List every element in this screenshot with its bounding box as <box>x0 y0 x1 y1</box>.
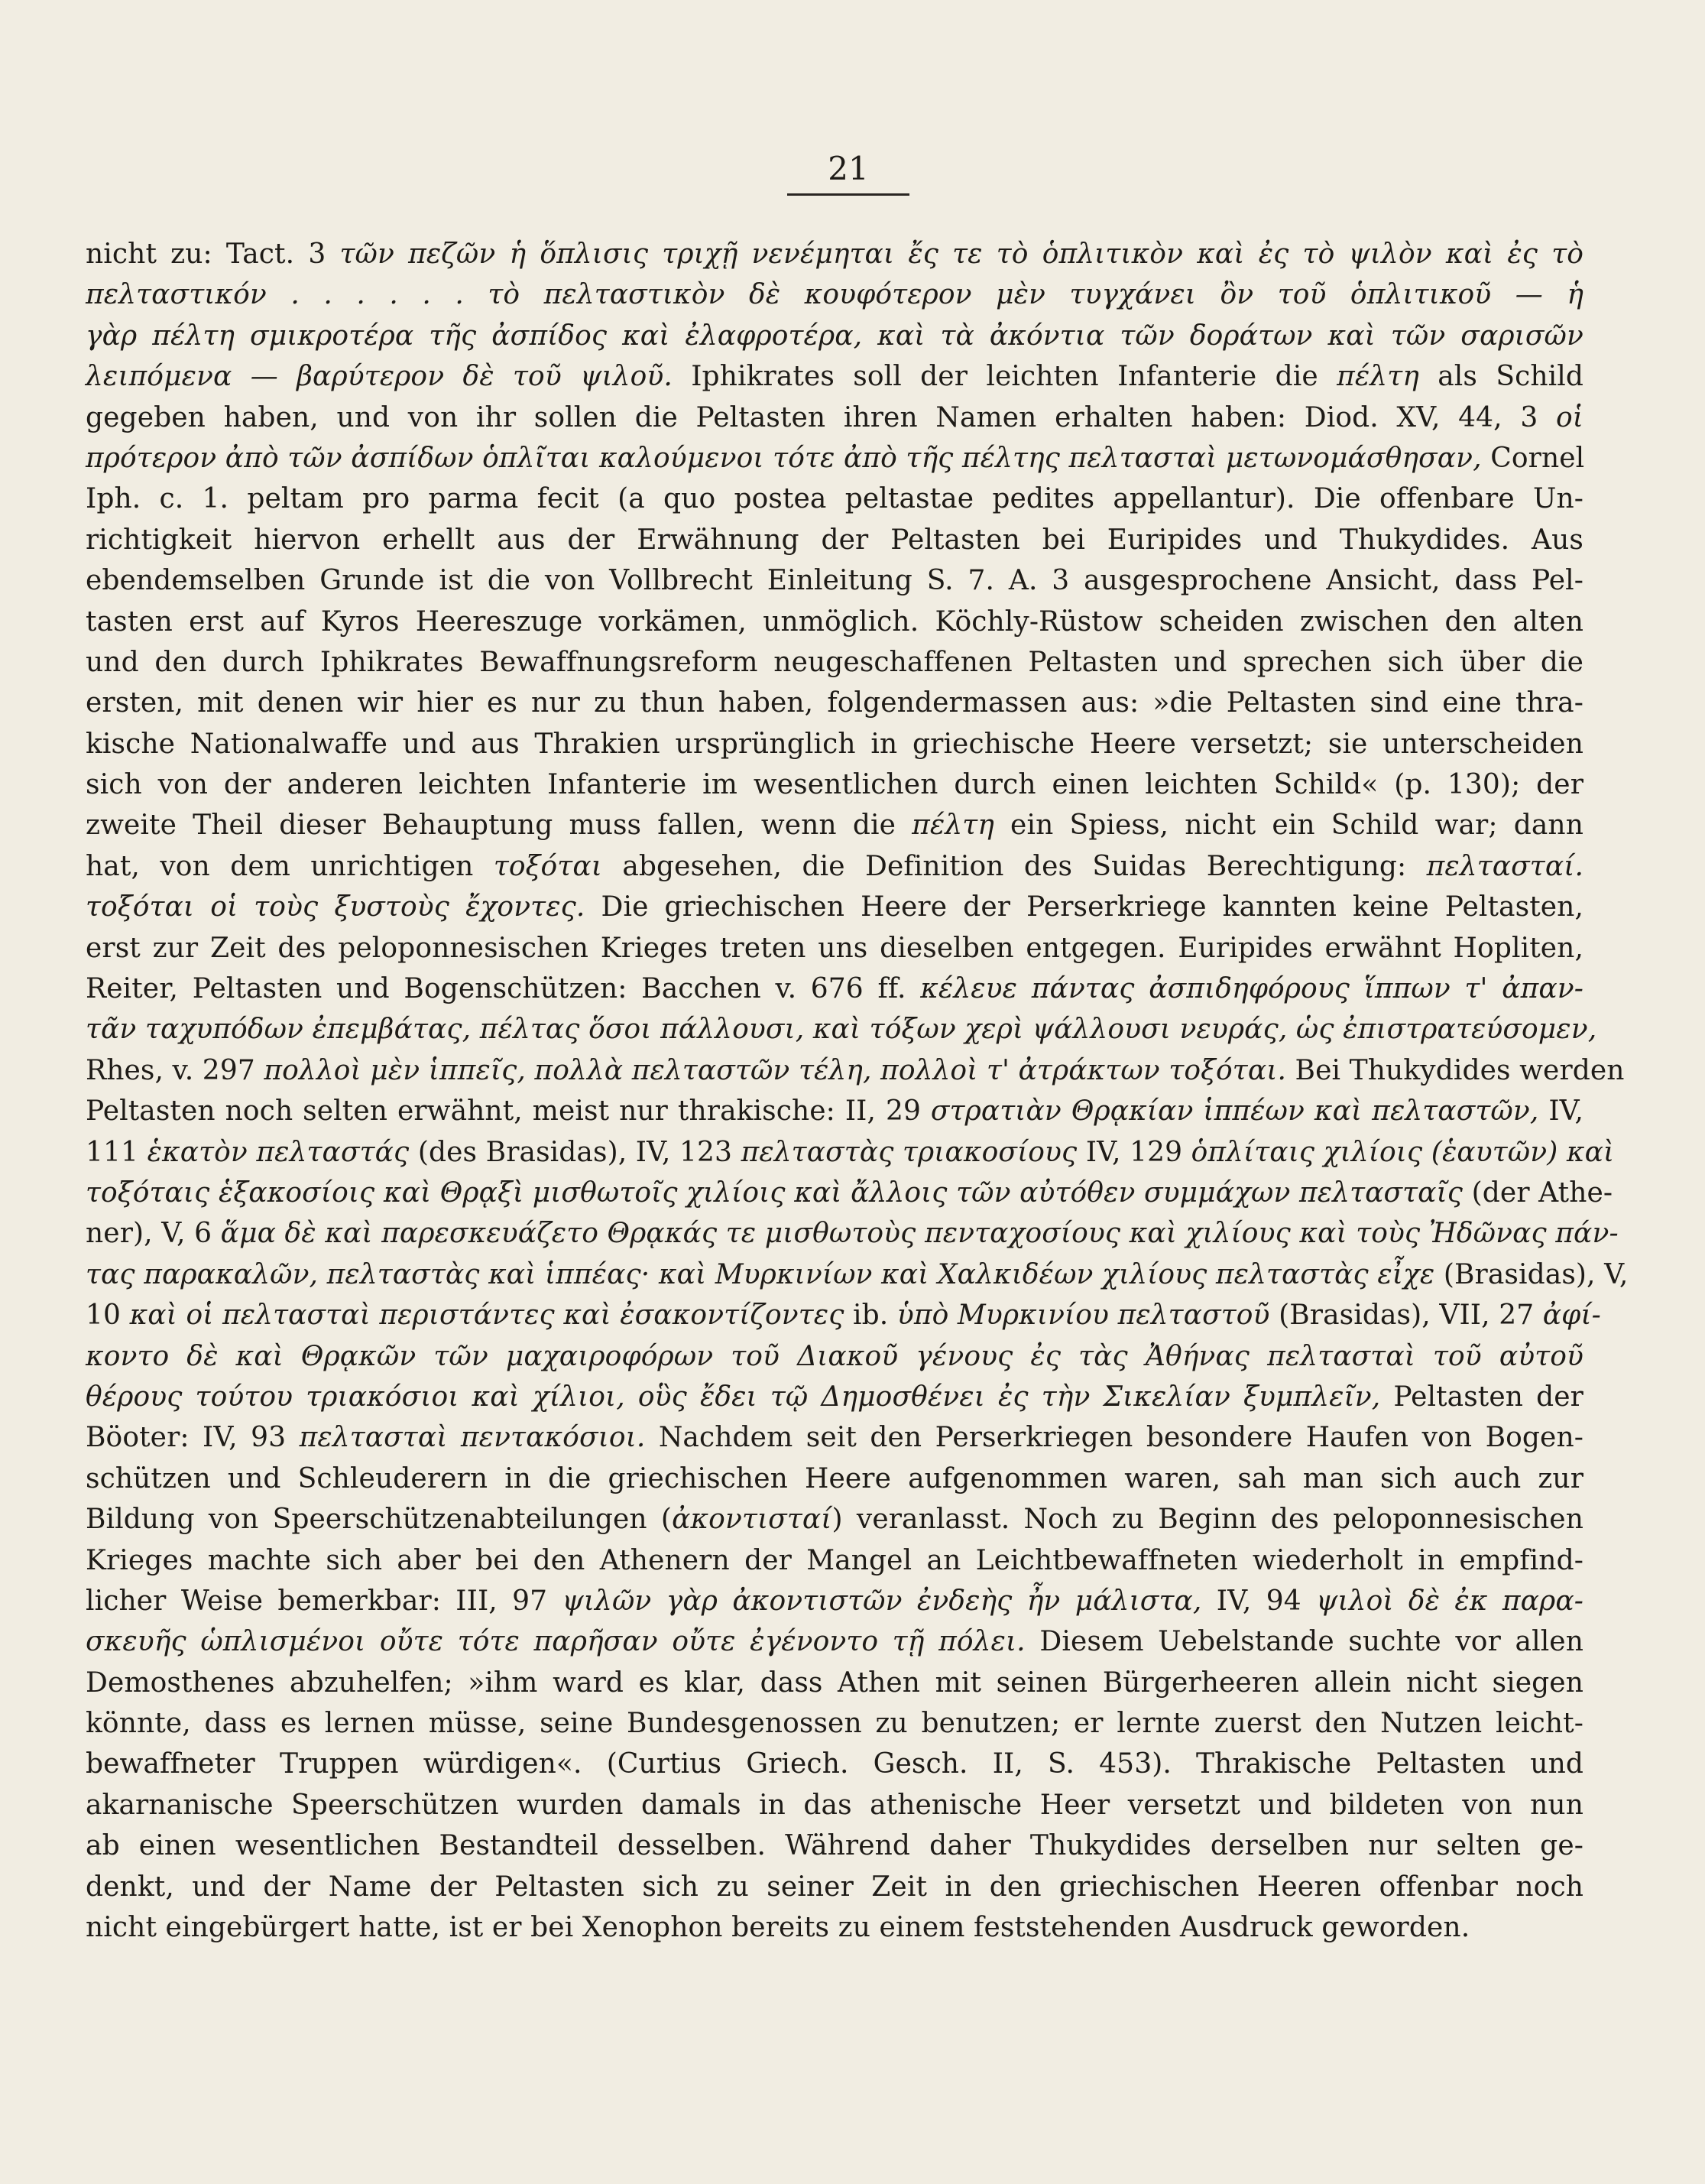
text-run: IV, 94 <box>1201 1585 1317 1617</box>
text-run: Die griechischen Heere der Perserkriege kannten keine Peltasten, <box>585 891 1583 923</box>
text-run: ebendemselben Grunde ist die von Vollbrecht Einleitung S. 7. A. 3 ausgesprochene Ansicht, dass Pel- <box>86 565 1583 597</box>
text-run: richtigkeit hiervon erhellt aus der Erwähnung der Peltasten bei Euripides und Thukydides. Aus <box>86 524 1583 556</box>
greek-quote: πέλτη <box>1337 361 1419 393</box>
greek-quote: τοξόται οἱ τοὺς ξυστοὺς ἔχοντες. <box>86 891 585 923</box>
text-run: könnte, dass es lernen müsse, seine Bundesgenossen zu benutzen; er lernte zuerst den Nutzen leicht- <box>86 1708 1583 1740</box>
text-line <box>86 805 1583 845</box>
text-run: Reiter, Peltasten und Bogenschützen: Bacchen v. 676 ff. <box>86 973 921 1005</box>
text-run: Krieges machte sich aber bei den Athenern der Mangel an Leichtbewaffneten wiederholt in empfind- <box>86 1544 1583 1576</box>
text-run: (Brasidas), V, <box>1434 1258 1629 1290</box>
greek-quote: κοντο δὲ καὶ Θρᾳκῶν τῶν μαχαιροφόρων τοῦ Διακοῦ γένους ἐς τὰς Ἀθήνας πελτασταὶ τοῦ αὐτοῦ <box>86 1340 1583 1372</box>
text-run: (der Athe- <box>1463 1176 1613 1209</box>
text-run: zweite Theil dieser Behauptung muss fallen, wenn die <box>86 810 912 842</box>
text-run: nicht eingebürgert hatte, ist er bei Xenophon bereits zu einem feststehenden Ausdruck geworden. <box>86 1912 1470 1944</box>
text-run: Bei Thukydides werden <box>1286 1054 1625 1086</box>
text-run: Bildung von Speerschützenabteilungen ( <box>86 1504 673 1536</box>
text-line <box>86 356 1583 397</box>
text-line <box>86 520 1583 560</box>
text-run: IV, <box>1538 1095 1583 1128</box>
greek-quote: τας παρακαλῶν, πελταστὰς καὶ ἱππέας· καὶ Μυρκινίων καὶ Χαλκιδέων χιλίους πελταστὰς εἶχε <box>86 1258 1435 1290</box>
text-run: Peltasten noch selten erwähnt, meist nur thrakische: II, 29 <box>86 1095 931 1128</box>
text-line <box>86 928 1583 969</box>
text-line <box>86 1621 1583 1662</box>
page-number-rule <box>787 193 909 196</box>
greek-quote: στρατιὰν Θρᾳκίαν ἱππέων καὶ πελταστῶν, <box>930 1095 1539 1128</box>
greek-quote: τᾶν ταχυπόδων ἐπεμβάτας, πέλτας ὅσοι πάλλουσι, καὶ τόξων χερὶ ψάλλουσι νευράς, ὡς ἐπιστρατεύσομεν, <box>86 1014 1597 1046</box>
greek-quote: ψιλοὶ δὲ ἐκ παρα- <box>1316 1585 1583 1617</box>
text-line <box>86 1417 1583 1458</box>
greek-quote: πέλτη <box>912 810 994 842</box>
text-line <box>86 1173 1613 1213</box>
greek-quote: πελτασταί. <box>1426 850 1583 882</box>
greek-quote: ἀκοντισταί <box>672 1504 832 1536</box>
greek-quote: ὑπὸ Μυρκινίου πελταστοῦ <box>896 1300 1270 1332</box>
text-run: 111 <box>86 1136 147 1168</box>
text-run: ner), V, 6 <box>86 1218 221 1250</box>
text-run: Iphikrates soll der leichten Infanterie die <box>672 361 1337 393</box>
text-run: tasten erst auf Kyros Heereszuge vorkämen, unmöglich. Köchly-Rüstow scheiden zwischen den alten <box>86 605 1583 638</box>
greek-quote: τοξόται <box>493 850 602 882</box>
text-line <box>86 683 1583 723</box>
text-line <box>86 1540 1583 1581</box>
text-line <box>86 602 1583 642</box>
text-line <box>86 1336 1583 1377</box>
greek-quote: τοξόταις ἑξακοσίοις καὶ Θρᾳξὶ μισθωτοῖς χιλίοις καὶ ἄλλοις τῶν αὐτόθεν συμμάχων πελτασταῖς <box>86 1176 1464 1209</box>
text-line <box>86 1907 1583 1948</box>
body-text <box>86 234 1629 1948</box>
text-run: Iph. c. 1. peltam pro parma fecit (a quo postea peltastae pedites appellantur). Die offenbare Un- <box>86 483 1583 515</box>
text-line <box>86 1009 1597 1050</box>
greek-quote: θέρους τούτου τριακόσιοι καὶ χίλιοι, οὓς ἔδει τῷ Δημοσθένει ἐς τὴν Σικελίαν ξυμπλεῖν, <box>86 1381 1381 1413</box>
text-line <box>86 1663 1583 1703</box>
text-run: schützen und Schleuderern in die griechischen Heere aufgenommen waren, sah man sich auch zur <box>86 1462 1583 1494</box>
text-line <box>86 479 1583 519</box>
text-line <box>86 846 1583 887</box>
text-run: erst zur Zeit des peloponnesischen Krieges treten uns dieselben entgegen. Euripides erwähnt Hopliten, <box>86 932 1583 964</box>
text-line <box>86 969 1583 1009</box>
text-run: kische Nationalwaffe und aus Thrakien ursprünglich in griechische Heere versetzt; sie unterscheiden <box>86 728 1583 760</box>
greek-quote: πολλοὶ μὲν ἱππεῖς, πολλὰ πελταστῶν τέλη, πολλοὶ τ' ἀτράκτων τοξόται. <box>264 1054 1286 1086</box>
greek-quote: ὁπλίταις χιλίοις (ἑαυτῶν) καὶ <box>1191 1136 1615 1168</box>
text-run: als Schild <box>1418 361 1583 393</box>
text-run: (des Brasidas), IV, 123 <box>409 1136 741 1168</box>
greek-quote: πρότερον ἀπὸ τῶν ἀσπίδων ὁπλῖται καλούμενοι τότε ἀπὸ τῆς πέλτης πελτασταὶ μετωνομάσθησαν, <box>86 442 1482 474</box>
text-run: abgesehen, die Definition des Suidas Berechtigung: <box>601 850 1427 882</box>
text-line <box>86 1254 1629 1295</box>
text-run: ab einen wesentlichen Bestandteil desselben. Während daher Thukydides derselben nur selten ge- <box>86 1830 1583 1862</box>
text-line <box>86 1295 1601 1335</box>
text-line <box>86 1785 1583 1825</box>
text-run: licher Weise bemerkbar: III, 97 <box>86 1585 562 1617</box>
text-run: akarnanische Speerschützen wurden damals in das athenische Heer versetzt und bildeten von nun <box>86 1789 1583 1821</box>
greek-quote: πελταστικόν . . . . . . τὸ πελταστικὸν δὲ κουφότερον μὲν τυγχάνει ὂν τοῦ ὁπλιτικοῦ — ἡ <box>86 279 1583 311</box>
text-run: Rhes, v. 297 <box>86 1054 264 1086</box>
text-run: sich von der anderen leichten Infanterie im wesentlichen durch einen leichten Schild« (p. 130); der <box>86 769 1583 801</box>
greek-quote: λειπόμενα — βαρύτερον δὲ τοῦ ψιλοῦ. <box>86 361 673 393</box>
text-line <box>86 234 1583 274</box>
text-run: ) veranlasst. Noch zu Beginn des peloponnesischen <box>831 1504 1583 1536</box>
text-run: ib. <box>844 1300 897 1332</box>
text-line <box>86 274 1583 315</box>
text-line <box>86 1213 1619 1254</box>
greek-quote: σκευῆς ὡπλισμένοι οὔτε τότε παρῆσαν οὔτε ἐγένοντο τῇ πόλει. <box>86 1626 1026 1658</box>
page-number: 21 <box>828 150 869 187</box>
greek-quote: κέλευε πάντας ἀσπιδηφόρους ἵππων τ' ἀπαν- <box>920 973 1584 1005</box>
greek-quote: ἑκατὸν πελταστάς <box>147 1136 410 1168</box>
text-line <box>86 1867 1583 1907</box>
text-line <box>86 560 1583 601</box>
text-run: gegeben haben, und von ihr sollen die Peltasten ihren Namen erhalten haben: Diod. XV, 44, 3 <box>86 401 1556 433</box>
text-run: Diesem Uebelstande suchte vor allen <box>1025 1626 1583 1658</box>
text-line <box>86 642 1583 683</box>
text-line <box>86 1459 1583 1499</box>
text-line <box>86 1744 1583 1784</box>
text-run: denkt, und der Name der Peltasten sich zu seiner Zeit in den griechischen Heeren offenbar noch <box>86 1871 1583 1903</box>
text-line <box>86 1091 1583 1131</box>
greek-quote: ἀφί- <box>1542 1300 1601 1332</box>
text-line <box>86 887 1583 927</box>
text-line <box>86 1825 1583 1866</box>
text-line <box>86 1703 1583 1744</box>
text-run: bewaffneter Truppen würdigen«. (Curtius Griech. Gesch. II, S. 453). Thrakische Peltasten und <box>86 1748 1583 1780</box>
text-line <box>86 316 1583 356</box>
text-run: ein Spiess, nicht ein Schild war; dann <box>994 810 1583 842</box>
text-line <box>86 1050 1625 1091</box>
greek-quote: οἱ <box>1556 401 1583 433</box>
text-run: hat, von dem unrichtigen <box>86 850 494 882</box>
greek-quote: καὶ οἱ πελτασταὶ περιστάντες καὶ ἐσακοντίζοντες <box>129 1300 844 1332</box>
text-line <box>86 398 1583 438</box>
text-line <box>86 1377 1583 1417</box>
text-run: IV, 129 <box>1077 1136 1191 1168</box>
greek-quote: πελτασταὶ πεντακόσιοι. <box>299 1422 646 1454</box>
text-run: Peltasten der <box>1380 1381 1583 1413</box>
text-line <box>86 438 1583 479</box>
text-run: Demosthenes abzuhelfen; »ihm ward es klar, dass Athen mit seinen Bürgerheeren allein nicht siegen <box>86 1666 1583 1699</box>
text-run: Nachdem seit den Perserkriegen besondere Haufen von Bogen- <box>645 1422 1584 1454</box>
text-run: Böoter: IV, 93 <box>86 1422 300 1454</box>
greek-quote: γὰρ πέλτη σμικροτέρα τῆς ἀσπίδος καὶ ἐλαφροτέρα, καὶ τὰ ἀκόντια τῶν δοράτων καὶ τῶν σαρισῶν <box>86 320 1583 352</box>
greek-quote: τῶν πεζῶν ἡ ὅπλισις τριχῇ νενέμηται ἔς τε τὸ ὁπλιτικὸν καὶ ἐς τὸ ψιλὸν καὶ ἐς τὸ <box>339 239 1584 270</box>
text-run: und den durch Iphikrates Bewaffnungsreform neugeschaffenen Peltasten und sprechen sich über die <box>86 646 1583 678</box>
text-run: 10 <box>86 1300 130 1332</box>
greek-quote: ἅμα δὲ καὶ παρεσκευάζετο Θρᾳκάς τε μισθωτοὺς πενταχοσίους καὶ χιλίους καὶ τοὺς Ἠδῶνας πάν- <box>220 1218 1619 1250</box>
text-line <box>86 1581 1583 1621</box>
text-run: (Brasidas), VII, 27 <box>1269 1300 1543 1332</box>
text-line <box>86 1499 1583 1540</box>
text-line <box>86 724 1583 764</box>
greek-quote: πελταστὰς τριακοσίους <box>741 1136 1078 1168</box>
text-line <box>86 764 1583 805</box>
text-run: nicht zu: Tact. 3 <box>86 239 340 270</box>
greek-quote: ψιλῶν γὰρ ἀκοντιστῶν ἐνδεὴς ἦν μάλιστα, <box>562 1585 1202 1617</box>
text-run: ersten, mit denen wir hier es nur zu thun haben, folgendermassen aus: »die Peltasten sind eine thra- <box>86 687 1583 719</box>
text-run: Cornel <box>1481 442 1585 474</box>
text-line <box>86 1132 1615 1173</box>
